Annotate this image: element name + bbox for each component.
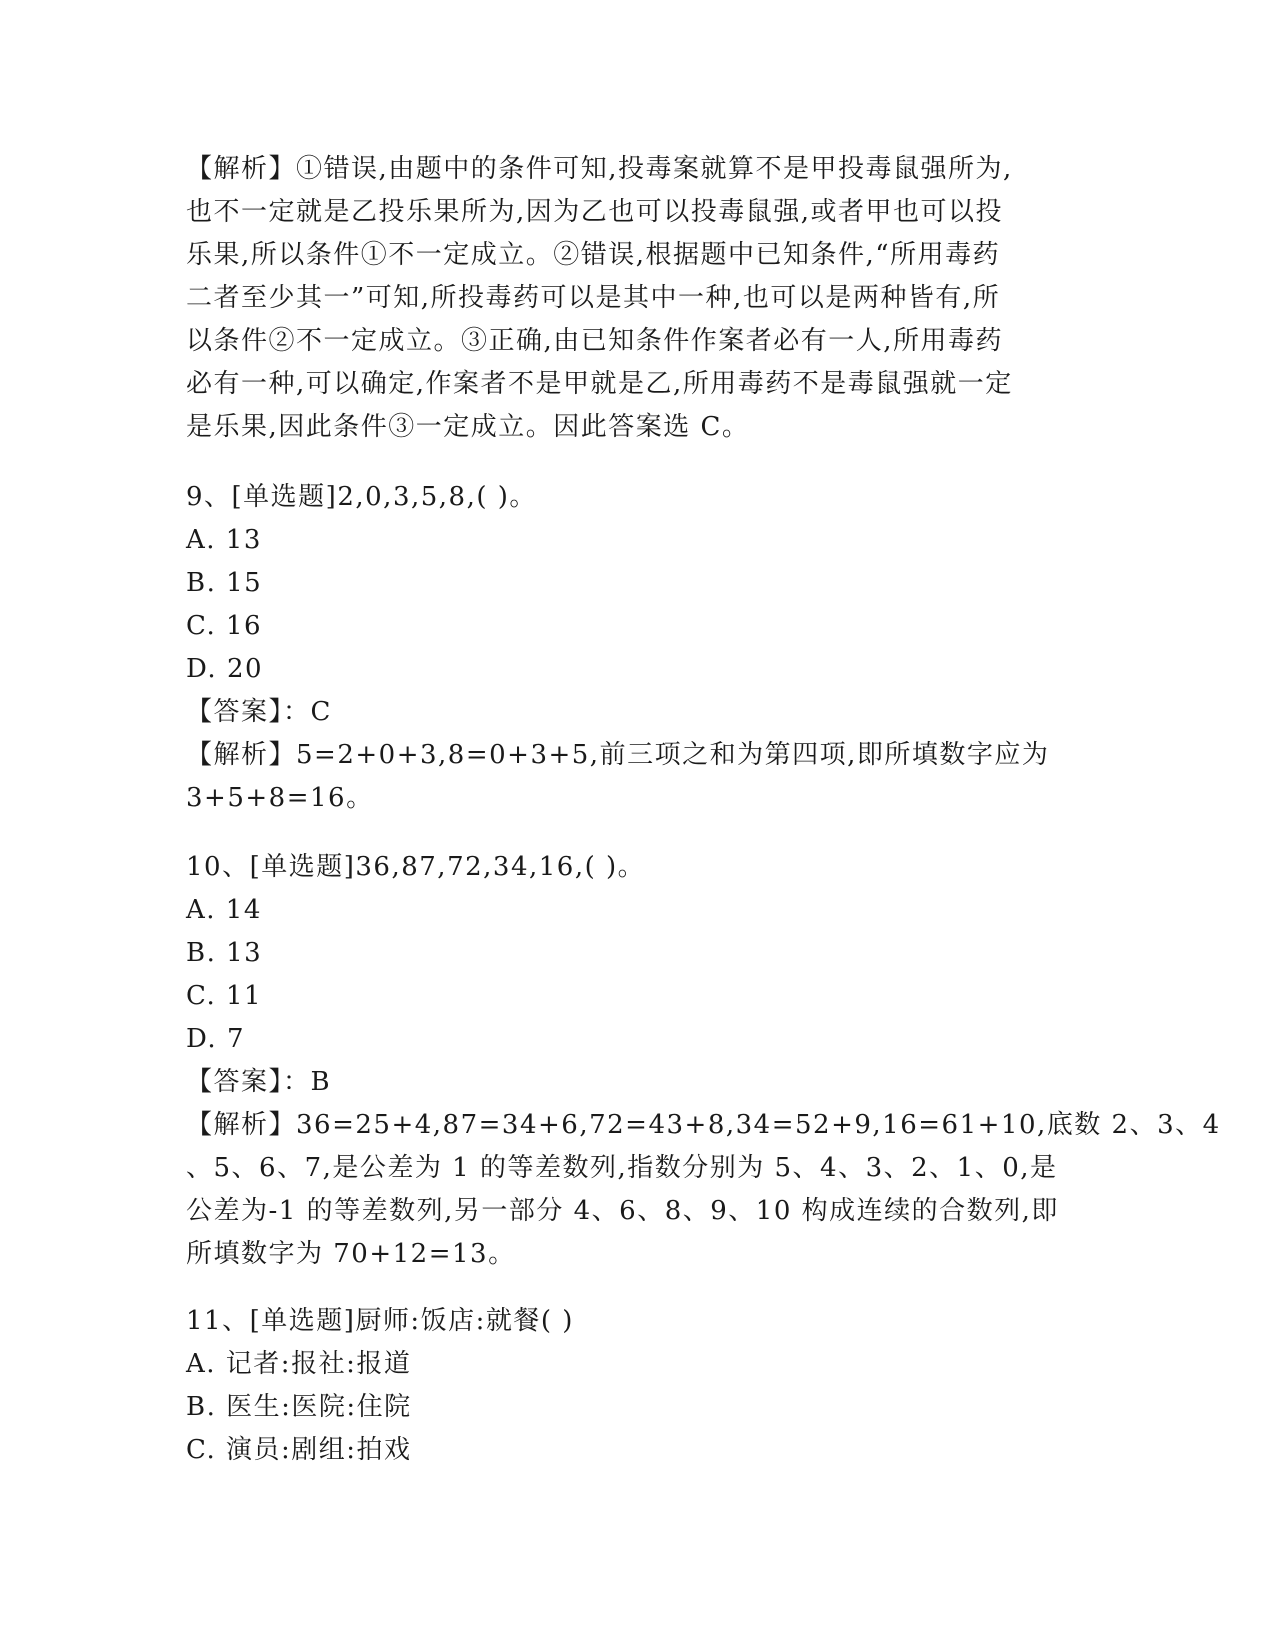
analysis-line: 二者至少其一”可知,所投毒药可以是其中一种,也可以是两种皆有,所 bbox=[186, 283, 1001, 313]
option-b: B. 13 bbox=[186, 938, 263, 968]
question-stem: 9、[单选题]2,0,3,5,8,( )。 bbox=[186, 482, 537, 512]
question-stem: 10、[单选题]36,87,72,34,16,( )。 bbox=[186, 852, 646, 882]
analysis-line: 也不一定就是乙投乐果所为,因为乙也可以投毒鼠强,或者甲也可以投 bbox=[186, 197, 1004, 227]
option-c: C. 16 bbox=[186, 611, 263, 641]
option-a: A. 13 bbox=[186, 525, 262, 555]
analysis-line: 【解析】①错误,由题中的条件可知,投毒案就算不是甲投毒鼠强所为, bbox=[186, 154, 1013, 184]
option-c: C. 演员:剧组:拍戏 bbox=[186, 1435, 412, 1465]
analysis-line: 以条件②不一定成立。③正确,由已知条件作案者必有一人,所用毒药 bbox=[186, 326, 1004, 356]
question-11 bbox=[186, 1300, 1086, 1472]
answer-line: 【答案】：C bbox=[186, 697, 332, 727]
option-a: A. 14 bbox=[186, 895, 262, 925]
option-d: D. 20 bbox=[186, 654, 264, 684]
question-stem: 11、[单选题]厨师:饭店:就餐( ) bbox=[186, 1306, 574, 1336]
analysis-line: 【解析】36=25+4,87=34+6,72=43+8,34=52+9,16=61+10,底数 2、3、4 bbox=[186, 1110, 1221, 1140]
analysis-q8 bbox=[186, 148, 1086, 449]
analysis-line: 必有一种,可以确定,作案者不是甲就是乙,所用毒药不是毒鼠强就一定 bbox=[186, 369, 1013, 399]
analysis-line: 乐果,所以条件①不一定成立。②错误,根据题中已知条件,“所用毒药 bbox=[186, 240, 1001, 270]
question-9 bbox=[186, 476, 1086, 820]
analysis-line: 【解析】5=2+0+3,8=0+3+5,前三项之和为第四项,即所填数字应为 bbox=[186, 740, 1050, 770]
analysis-line: 所填数字为 70+12=13。 bbox=[186, 1239, 516, 1269]
option-d: D. 7 bbox=[186, 1024, 245, 1054]
option-b: B. 医生:医院:住院 bbox=[186, 1392, 412, 1422]
analysis-line: 3+5+8=16。 bbox=[186, 783, 374, 813]
analysis-line: 、5、6、7,是公差为 1 的等差数列,指数分别为 5、4、3、2、1、0,是 bbox=[186, 1153, 1058, 1183]
option-a: A. 记者:报社:报道 bbox=[186, 1349, 412, 1379]
analysis-line: 是乐果,因此条件③一定成立。因此答案选 C。 bbox=[186, 412, 750, 442]
option-c: C. 11 bbox=[186, 981, 263, 1011]
question-10 bbox=[186, 846, 1221, 1276]
answer-line: 【答案】：B bbox=[186, 1067, 332, 1097]
analysis-line: 公差为-1 的等差数列,另一部分 4、6、8、9、10 构成连续的合数列,即 bbox=[186, 1196, 1059, 1226]
option-b: B. 15 bbox=[186, 568, 263, 598]
